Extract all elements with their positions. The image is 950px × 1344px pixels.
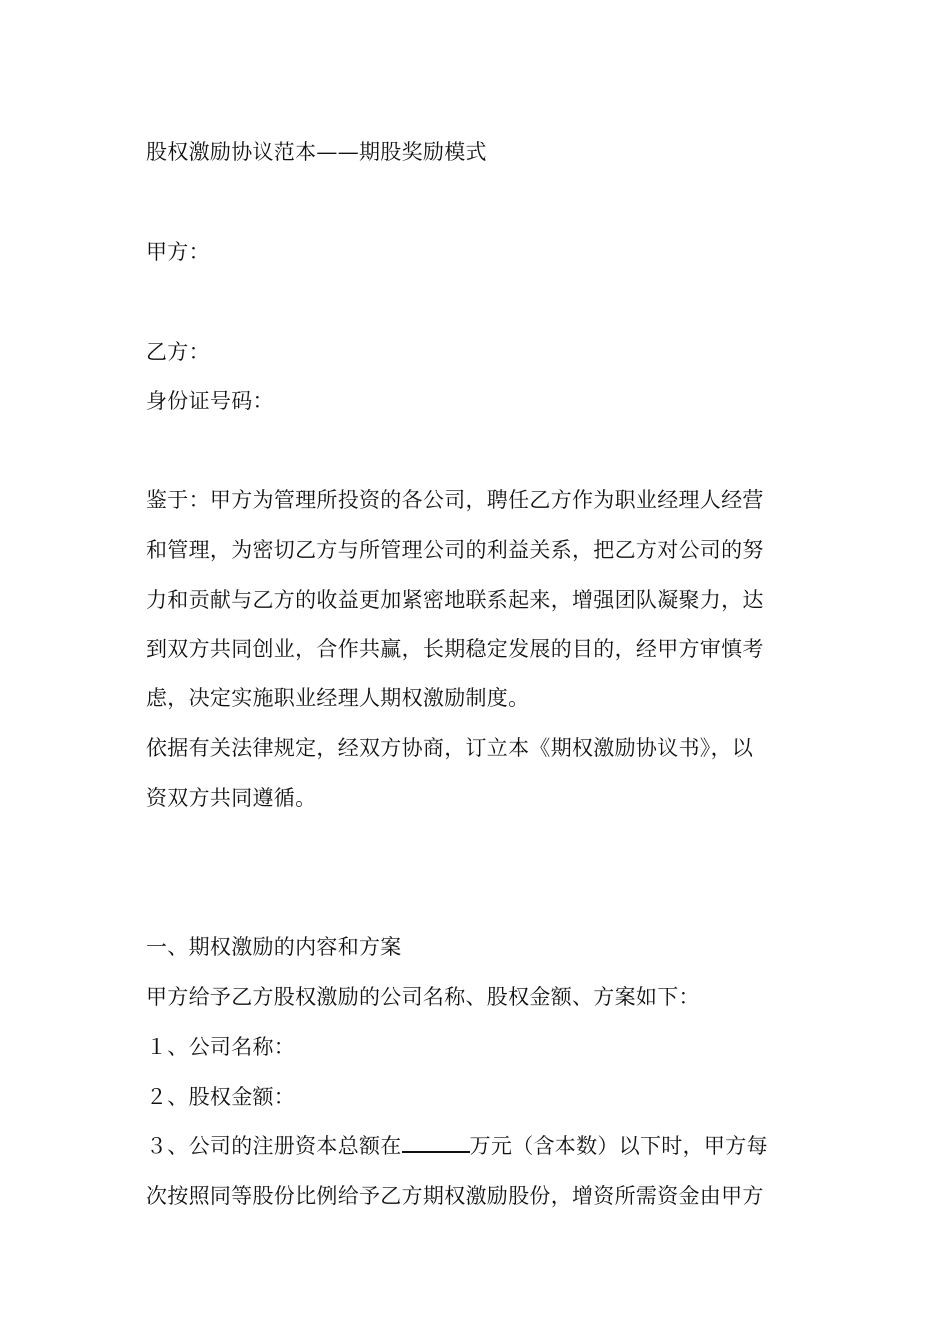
item3-prefix: ３、公司的注册资本总额在 bbox=[146, 1134, 402, 1158]
id-number-label: 身份证号码： bbox=[146, 389, 274, 413]
preamble-line: 和管理，为密切乙方与所管理公司的利益关系，把乙方对公司的努 bbox=[146, 538, 764, 562]
section-heading: 一、期权激励的内容和方案 bbox=[146, 935, 402, 959]
preamble-line: 鉴于：甲方为管理所投资的各公司，聘任乙方作为职业经理人经营 bbox=[146, 488, 764, 512]
document-title: 股权激励协议范本——期股奖励模式 bbox=[146, 140, 487, 164]
preamble-line: 力和贡献与乙方的收益更加紧密地联系起来，增强团队凝聚力，达 bbox=[146, 588, 764, 612]
fill-in-blank bbox=[402, 1131, 470, 1153]
item-equity-amount: ２、股权金额： bbox=[146, 1085, 296, 1109]
item-company-name: １、公司名称： bbox=[146, 1035, 296, 1059]
basis-line: 依据有关法律规定，经双方协商，订立本《期权激励协议书》，以 bbox=[146, 736, 754, 760]
party-a-label: 甲方： bbox=[146, 240, 210, 264]
item-registered-capital bbox=[146, 1131, 768, 1161]
preamble-line: 到双方共同创业，合作共赢，长期稳定发展的目的，经甲方审慎考 bbox=[146, 637, 764, 661]
section-intro: 甲方给予乙方股权激励的公司名称、股权金额、方案如下： bbox=[146, 985, 700, 1009]
party-b-label: 乙方： bbox=[146, 340, 210, 364]
item3-continuation: 次按照同等股份比例给予乙方期权激励股份，增资所需资金由甲方 bbox=[146, 1184, 764, 1208]
preamble-line: 虑，决定实施职业经理人期权激励制度。 bbox=[146, 686, 530, 710]
basis-line: 资双方共同遵循。 bbox=[146, 786, 317, 810]
item3-suffix: 万元（含本数）以下时，甲方每 bbox=[469, 1134, 768, 1158]
